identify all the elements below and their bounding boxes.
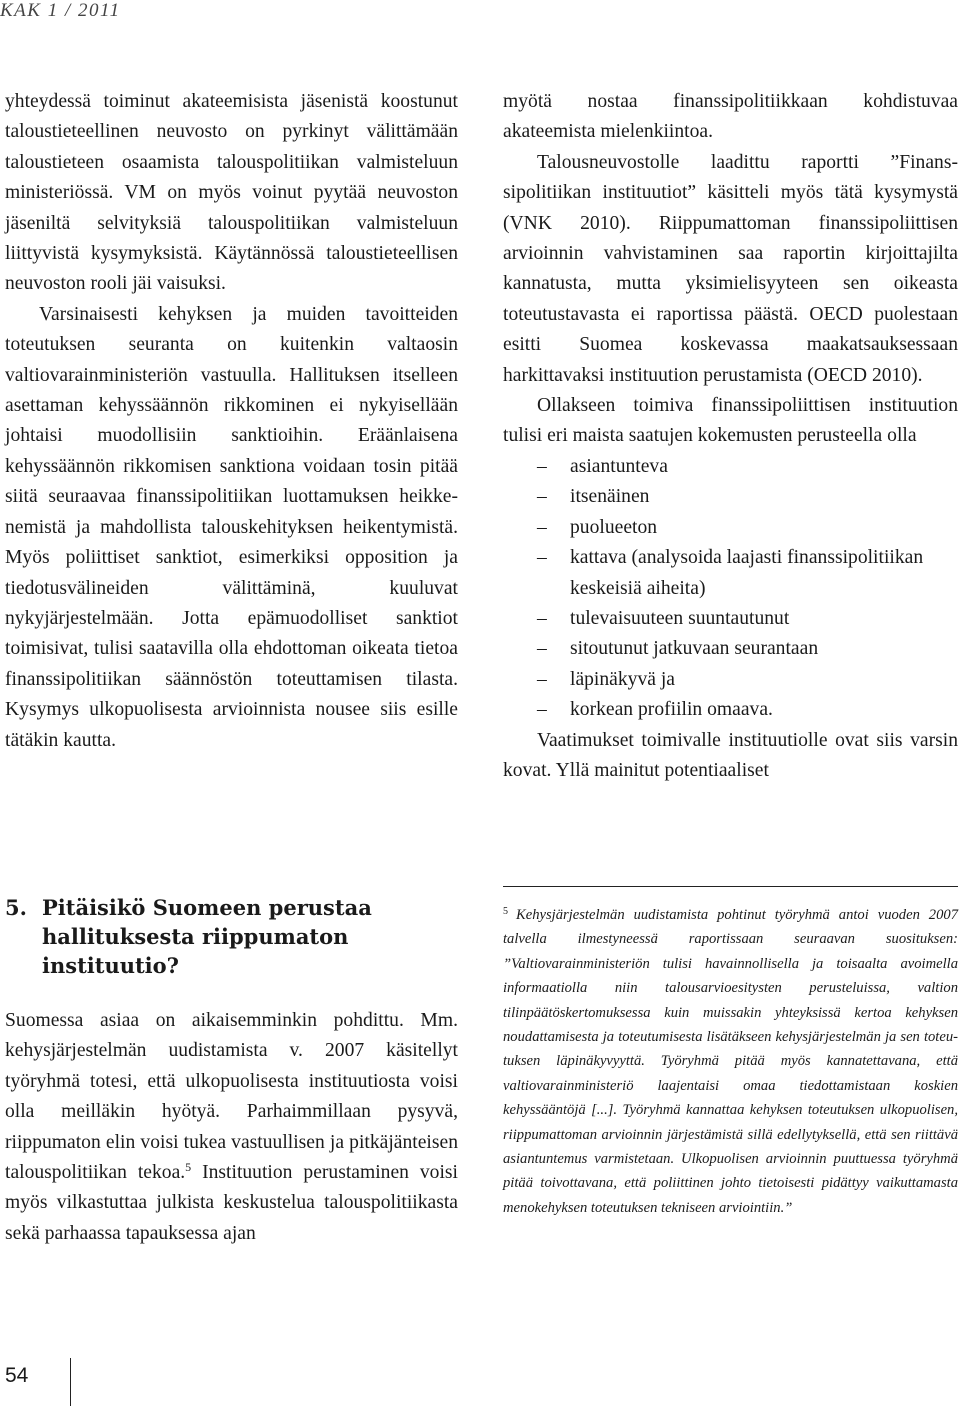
left-column [5,87,458,756]
list-item: – tulevaisuuteen suuntautunut [503,604,958,634]
footnote-reference[interactable]: 5 [185,1160,192,1175]
right-paragraph: Talousneuvostolle laadittu raportti ”Finanssipolitiikan instituutiot” käsitteli myös tätä kysymystä (VNK 2010). Riippumattoman finanssipoliittisen arvioinnin vahvistaminen saa raportin kirjoittajilta kannatusta, mutta yksimielisyyteen sen oikeasta toteutustavasta ei raportissa päästä. OECD puolestaan esitti Suomea koskevassa maakatsauksessaan harkittavaksi instituution perustamista (OECD 2010). [503,151,958,386]
right-paragraph: Vaatimukset toimivalle instituutiolle ovat siis varsin kovat. Yllä mainitut potentiaaliset [503,729,958,781]
page-number: 54 [5,1364,29,1387]
footnote-divider [503,886,958,887]
footnote-text: Kehysjärjestelmän uudistamista pohtinut työryhmä antoi vuoden 2007 talvella ilmestyneessä raportissaan seuraavan suosituksen: ”Valtiovarainministeriön tulisi havainnollisella ja toisaalta avoimella informaatiolla niin talousarvioesitysten perusteluissa, valtion tilinpäätöskertomuksessa kuin muissakin yhteyksissä kertoa kehyksen noudattamisesta ja toteutumisesta lisätäkseen kehysjärjestelmän ja sen toteutuksen läpinäkyvyyttä. Työryhmä pitää myös kannatettavana, että valtiovarainministeriö laajentaisi omaa tiedottamistaan koskien kehyssääntöjä [...]. Työryhmä kannattaa kehyksen toteutuksen ulkopuolisen, riippumattoman arvioinnin järjestämistä sillä edellytyksellä, että sen riittävä asiantuntemus varmistetaan. Ulkopuolisen arvioinnin puuttuessa työryhmä pitää toivottavana, että poliittinen johto tietoisesti pidättyy vaikuttamasta menokehyksen toteutuksen tekniseen arviointiin.” [503,907,958,1216]
requirements-list [503,452,958,726]
list-item: – sitoutunut jatkuvaan seurantaan [503,634,958,664]
section-paragraph [5,1006,458,1249]
section-title: Pitäisikö Suomeen perustaa hallituksesta riippumaton instituutio? [42,895,372,978]
left-paragraph: yhteydessä toiminut akateemisista jäsenistä koostunut taloustieteellinen neuvosto on pyrkinyt välittämään taloustieteen osaamista talouspolitiikan valmisteluun ministeriössä. VM on myös voinut pyytää neuvoston jäseniltä selvityksiä talouspolitiikan valmisteluun liittyvistä kysymyksistä. Käytännössä taloustieteellisen neuvoston rooli jäi vaisuksi. [5,91,458,295]
list-item: – kattava (analysoida laajasti finanssipolitiikan keskeisiä aiheita) [503,543,958,604]
list-item: – asiantunteva [503,452,958,482]
list-item: – puolueeton [503,513,958,543]
list-item: – läpinäkyvä ja [503,665,958,695]
footnote-number: 5 [503,906,508,917]
section-text-before-ref: Suomessa asiaa on aikaisemminkin pohdittu. Mm. kehysjärjestelmän uudistamista v. 2007 käsitellyt työryhmä totesi, että ulkopuolisesta instituutiosta voisi olla meilläkin hyötyä. Parhaimmillaan pysyvä, riippumaton elin voisi tukea vastuullisen ja pitkäjänteisen talouspolitiikan tekoa. [5,1010,458,1184]
left-paragraph: Varsinaisesti kehyksen ja muiden tavoitteiden toteutuksen seuranta on kuitenkin valtaosin valtiovarainministeriön vastuulla. Hallituksen itselleen asettaman kehyssäännön rikkominen ei nykyisellään johtaisi muodollisiin sanktioihin. Eräänlaisena kehyssäännön rikkomisen sanktiona voidaan tosin pitää siitä seuraavaa finanssipolitiikan luottamuksen heikkenemistä ja mahdollista talouskehityksen heikentymistä. Myös poliittiset sanktiot, esimerkiksi opposition ja tiedotusvälineiden välittäminä, kuuluvat nykyjärjestelmään. Jotta epämuodolliset sanktiot toimisivat, tulisi saatavilla olla ehdottoman oikeata tietoa finanssipolitiikan säännöstön toteuttamisen tilasta. Kysymys ulkopuolisesta arvioinnista nousee siis esille tätäkin kautta. [5,303,458,751]
section-number: 5. [5,895,27,920]
list-item: – itsenäinen [503,482,958,512]
section-body [5,1006,458,1249]
running-header: KAK 1 / 2011 [0,0,121,21]
right-paragraph: Ollakseen toimiva finanssipoliittisen instituution tulisi eri maista saatujen kokemusten perusteella olla [503,395,958,447]
section-heading [5,893,455,980]
footnote [503,900,958,1220]
page-number-divider [70,1358,71,1406]
right-column [503,87,958,786]
list-item: – korkean profiilin omaava. [503,695,958,725]
right-paragraph: myötä nostaa finanssipolitiikkaan kohdistuvaa akateemista mielenkiintoa. [503,91,958,143]
section-text-after-ref: Instituution perustaminen voisi myös vilkastuttaa julkista keskustelua talouspolitiikasta sekä parhaassa tapauksessa ajan [5,1162,458,1244]
